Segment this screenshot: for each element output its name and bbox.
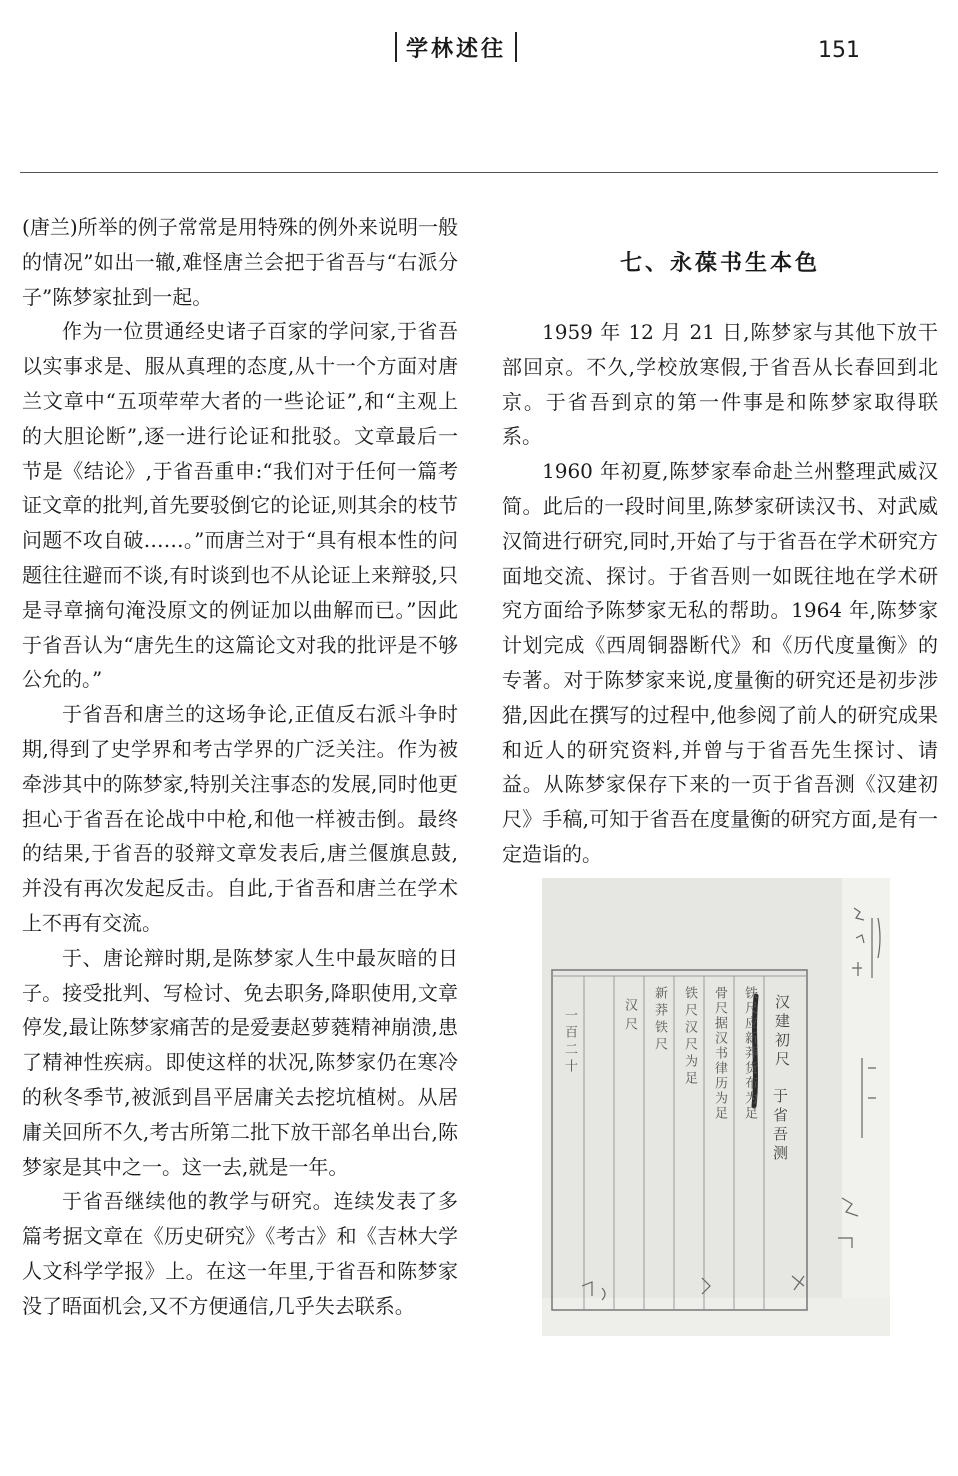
section-title: 学林述往	[406, 36, 507, 62]
handwriting-column-1: 汉建初尺	[773, 994, 791, 1070]
left-column	[22, 210, 458, 1324]
manuscript-handwriting	[542, 878, 890, 1336]
page-number: 151	[818, 38, 860, 63]
section-heading: 七、永葆书生本色	[619, 251, 820, 276]
left-paragraph-3: 于省吾和唐兰的这场争论,正值反右派斗争时期,得到了史学界和考古学界的广泛关注。作为被牵涉其中的陈梦家,特别关注事态的发展,同时他更担心于省吾在论战中中枪,和他一样被击倒。最终的结果,于省吾的驳辩文章发表后,唐兰偃旗息鼓,并没有再次发起反击。自此,于省吾和唐兰在学术上不再有交流。	[22, 702, 458, 935]
right-paragraph-1: 1959 年 12 月 21 日,陈梦家与其他下放干部回京。不久,学校放寒假,于省吾从长春回到北京。于省吾到京的第一件事是和陈梦家取得联系。	[502, 320, 938, 449]
handwriting-column-8: 一百二十	[562, 1008, 577, 1076]
handwriting-column-6: 新莽铁尺	[652, 986, 667, 1054]
left-paragraph-4: 于、唐论辩时期,是陈梦家人生中最灰暗的日子。接受批判、写检讨、免去职务,降职使用,文章停发,最让陈梦家痛苦的是爱妻赵萝蕤精神崩溃,患了精神性疾病。即使这样的状况,陈梦家仍在寒冷的秋冬季节,被派到昌平居庸关去挖坑植树。从居庸关回所不久,考古所第二批下放干部名单出台,陈梦家是其中之一。这一去,就是一年。	[22, 945, 458, 1179]
manuscript-photo	[542, 878, 890, 1336]
handwriting-column-4: 骨尺据汉书律历为足	[712, 986, 727, 1121]
handwriting-column-2: 于省吾测	[771, 1088, 789, 1164]
right-column	[502, 315, 938, 872]
left-paragraph-2: 作为一位贯通经史诸子百家的学问家,于省吾以实事求是、服从真理的态度,从十一个方面对唐兰文章中“五项荦荦大者的一些论证”,和“主观上的大胆论断”,逐一进行论证和批驳。文章最后一节是《结论》,于省吾重申:“我们对于任何一篇考证文章的批判,首先要驳倒它的论证,则其余的枝节问题不攻自破……。”而唐兰对于“具有根本性的问题往往避而不谈,有时谈到也不从论证上来辩驳,只是寻章摘句淹没原文的例证加以曲解而已。”因此于省吾认为“唐先生的这篇论文对我的批评是不够公允的。”	[22, 319, 458, 692]
handwriting-column-5: 铁尺汉尺为足	[682, 986, 697, 1088]
left-paragraph-1: (唐兰)所举的例子常常是用特殊的例外来说明一般的情况”如出一辙,难怪唐兰会把于省吾与“右派分子”陈梦家扯到一起。	[22, 215, 458, 309]
handwriting-column-3: 铁尺应新莽货布为足	[742, 986, 757, 1121]
right-paragraph-2: 1960 年初夏,陈梦家奉命赴兰州整理武威汉简。此后的一段时间里,陈梦家研读汉书、对武威汉简进行研究,同时,开始了与于省吾在学术研究方面地交流、探讨。于省吾则一如既往地在学术研究方面给予陈梦家无私的帮助。1964 年,陈梦家计划完成《西周铜器断代》和《历代度量衡》的专著。对于陈梦家来说,度量衡的研究还是初步涉猎,因此在撰写的过程中,他参阅了前人的研究成果和近人的研究资料,并曾与于省吾先生探讨、请益。从陈梦家保存下来的一页于省吾测《汉建初尺》手稿,可知于省吾在度量衡的研究方面,是有一定造诣的。	[502, 459, 938, 866]
handwriting-column-7: 汉尺	[622, 998, 637, 1036]
running-head-right-bar	[515, 32, 517, 62]
left-paragraph-5: 于省吾继续他的教学与研究。连续发表了多篇考据文章在《历史研究》《考古》和《吉林大学人文科学学报》上。在这一年里,于省吾和陈梦家没了晤面机会,又不方便通信,几乎失去联系。	[22, 1189, 458, 1318]
running-head	[395, 30, 517, 64]
header-rule	[20, 172, 938, 173]
